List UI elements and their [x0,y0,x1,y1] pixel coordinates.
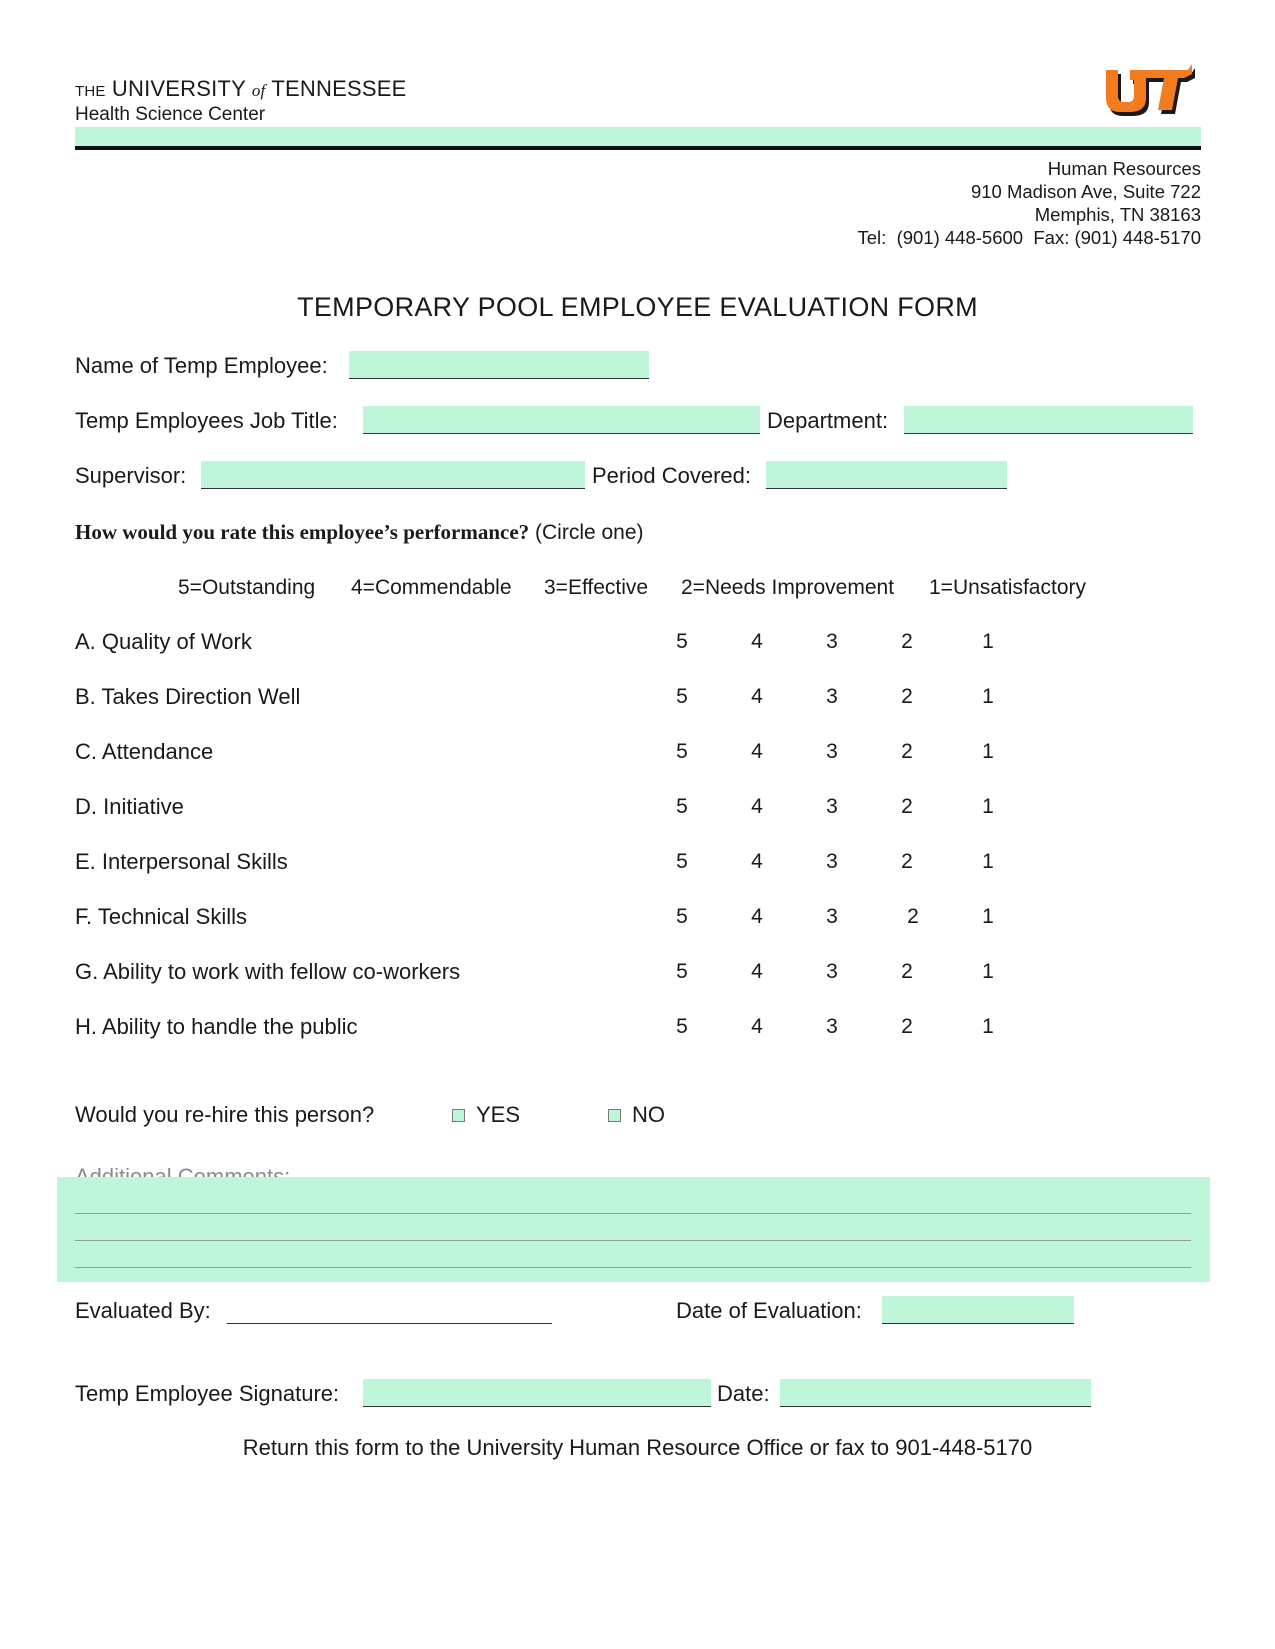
rating-c-3[interactable]: 3 [826,740,838,763]
date-of-evaluation-label: Date of Evaluation: [676,1298,862,1323]
evaluated-by-field[interactable] [227,1296,552,1324]
rating-a-2[interactable]: 2 [901,630,913,653]
rating-g-3[interactable]: 3 [826,960,838,983]
rating-e-2[interactable]: 2 [901,850,913,873]
address-phones: Tel: (901) 448-5600 Fax: (901) 448-5170 [857,227,1201,248]
comments-line-3 [75,1267,1191,1268]
rating-d-4[interactable]: 4 [751,795,763,818]
rating-a-5[interactable]: 5 [676,630,688,653]
rehire-label: Would you re-hire this person? [75,1102,375,1127]
rating-c-2[interactable]: 2 [901,740,913,763]
rating-b-1[interactable]: 1 [982,685,994,708]
rating-f-4[interactable]: 4 [751,905,763,928]
signature-field[interactable] [363,1379,711,1407]
rating-e-4[interactable]: 4 [751,850,763,873]
university-the: THE [75,83,106,100]
scale-4: 4=Commendable [351,576,512,599]
rating-g-2[interactable]: 2 [901,960,913,983]
rating-g-4[interactable]: 4 [751,960,763,983]
rating-h-1[interactable]: 1 [982,1015,994,1038]
supervisor-label: Supervisor: [75,463,187,488]
university-of: of [251,81,266,100]
rating-h-2[interactable]: 2 [901,1015,913,1038]
name-field[interactable] [349,351,649,379]
department-field[interactable] [904,406,1193,434]
job-title-field[interactable] [363,406,760,434]
comments-line-2 [75,1240,1191,1241]
address-block [858,157,1202,249]
ut-logo-graphic [1100,62,1195,118]
scale-5: 5=Outstanding [178,576,316,599]
university-state: TENNESSEE [271,76,407,101]
university-word: UNIVERSITY [111,76,246,101]
address-city: Memphis, TN 38163 [1034,204,1201,225]
rating-b-5[interactable]: 5 [676,685,688,708]
rating-c-4[interactable]: 4 [751,740,763,763]
rating-h-4[interactable]: 4 [751,1015,763,1038]
rating-b-4[interactable]: 4 [751,685,763,708]
rating-d-2[interactable]: 2 [901,795,913,818]
comments-line-1 [75,1213,1191,1214]
rating-question [75,518,644,547]
scale-1: 1=Unsatisfactory [929,576,1086,599]
address-street: 910 Madison Ave, Suite 722 [970,181,1201,202]
signature-label: Temp Employee Signature: [75,1381,340,1406]
criterion-h: H. Ability to handle the public [75,1014,358,1039]
rating-c-1[interactable]: 1 [982,740,994,763]
rating-f-2[interactable]: 2 [907,905,919,928]
rating-f-5[interactable]: 5 [676,905,688,928]
rating-f-3[interactable]: 3 [826,905,838,928]
ut-logo [1100,62,1195,118]
scale-2: 2=Needs Improvement [681,576,895,599]
rating-b-3[interactable]: 3 [826,685,838,708]
rehire-no-checkbox[interactable] [608,1109,621,1122]
form-title: TEMPORARY POOL EMPLOYEE EVALUATION FORM [297,292,978,322]
criterion-e: E. Interpersonal Skills [75,849,288,874]
header-band [75,127,1201,146]
job-title-label: Temp Employees Job Title: [75,408,338,433]
period-field[interactable] [766,461,1007,489]
criterion-g: G. Ability to work with fellow co-workers [75,959,461,984]
rating-a-4[interactable]: 4 [751,630,763,653]
scale-3: 3=Effective [544,576,649,599]
rehire-yes-checkbox[interactable] [452,1109,465,1122]
rating-h-5[interactable]: 5 [676,1015,688,1038]
rating-question-note: (Circle one) [535,521,644,544]
department-label: Department: [767,408,889,433]
criterion-b: B. Takes Direction Well [75,684,301,709]
criterion-f: F. Technical Skills [75,904,247,929]
date-of-evaluation-field[interactable] [882,1296,1074,1324]
footer-instruction: Return this form to the University Human Resource Office or fax to 901-448-5170 [242,1435,1033,1460]
header-rule [75,146,1201,150]
address-department: Human Resources [1047,158,1201,179]
rating-d-5[interactable]: 5 [676,795,688,818]
header-subtitle: Health Science Center [75,104,266,125]
period-label: Period Covered: [592,463,751,488]
criterion-a: A. Quality of Work [75,629,252,654]
rating-h-3[interactable]: 3 [826,1015,838,1038]
name-label: Name of Temp Employee: [75,353,328,378]
date-field[interactable] [780,1379,1091,1407]
rehire-no-label: NO [632,1102,665,1127]
date-label: Date: [717,1381,770,1406]
rating-d-3[interactable]: 3 [826,795,838,818]
supervisor-field[interactable] [201,461,585,489]
rating-question-bold: How would you rate this employee’s performance? [75,520,530,544]
university-name [75,76,406,105]
criterion-d: D. Initiative [75,794,184,819]
rating-e-3[interactable]: 3 [826,850,838,873]
rating-a-1[interactable]: 1 [982,630,994,653]
rating-d-1[interactable]: 1 [982,795,994,818]
rating-g-1[interactable]: 1 [982,960,994,983]
rehire-yes-label: YES [476,1102,521,1127]
rating-g-5[interactable]: 5 [676,960,688,983]
criterion-c: C. Attendance [75,739,214,764]
rating-a-3[interactable]: 3 [826,630,838,653]
rating-e-1[interactable]: 1 [982,850,994,873]
evaluated-by-label: Evaluated By: [75,1298,211,1323]
rating-f-1[interactable]: 1 [982,905,994,928]
rating-c-5[interactable]: 5 [676,740,688,763]
rating-e-5[interactable]: 5 [676,850,688,873]
rating-b-2[interactable]: 2 [901,685,913,708]
